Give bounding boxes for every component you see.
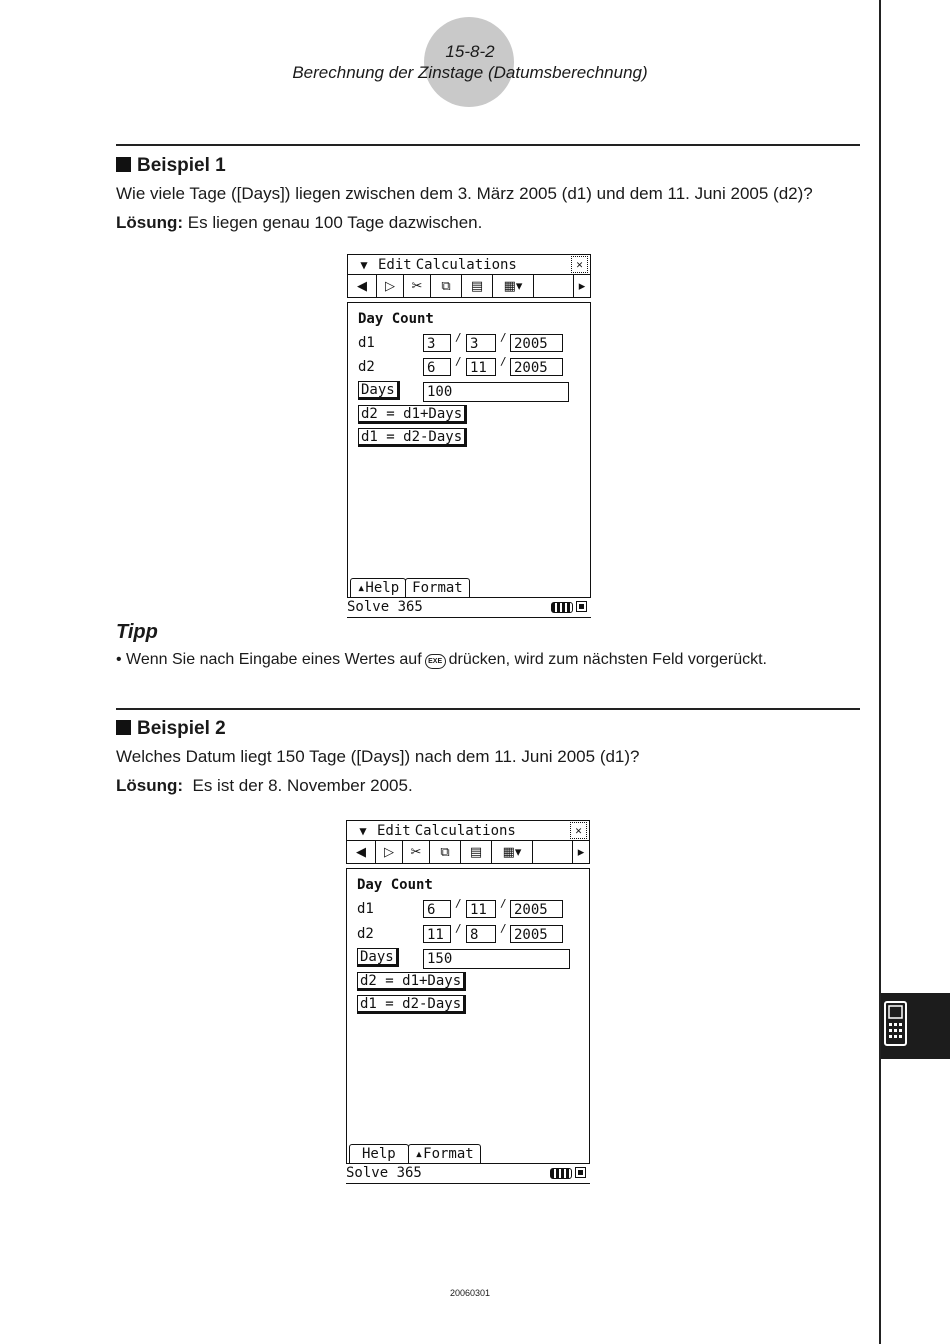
date-separator: / — [500, 897, 507, 910]
example1-heading: Beispiel 1 — [116, 155, 226, 177]
d2-day-field[interactable]: 8 — [466, 925, 496, 943]
days-button[interactable]: Days — [358, 381, 400, 400]
d1-year-field[interactable]: 2005 — [510, 900, 563, 918]
scroll-right-icon[interactable]: ▸ — [578, 278, 586, 294]
d1-day-field[interactable]: 3 — [466, 334, 496, 352]
d1-label: d1 — [357, 901, 374, 917]
menu-bar — [346, 820, 590, 840]
d2-month-field[interactable]: 11 — [423, 925, 451, 943]
section-rule — [116, 144, 860, 146]
example2-solution: Lösung: Es ist der 8. November 2005. — [116, 776, 413, 795]
date-separator: / — [455, 355, 462, 368]
d1-label: d1 — [358, 335, 375, 351]
copy-icon[interactable]: ⧉ — [431, 275, 462, 297]
back-icon[interactable]: ◀ — [348, 275, 377, 297]
example2-heading: Beispiel 2 — [116, 718, 226, 740]
calculator-screen-1 — [347, 254, 591, 618]
d1-day-field[interactable]: 11 — [466, 900, 496, 918]
date-separator: / — [455, 897, 462, 910]
date-separator: / — [500, 355, 507, 368]
d2-year-field[interactable]: 2005 — [510, 358, 563, 376]
tab-help[interactable]: Help — [349, 1144, 409, 1163]
panel-title: Day Count — [357, 877, 433, 893]
date-separator: / — [500, 922, 507, 935]
menu-edit[interactable]: Edit — [377, 822, 411, 839]
paste-icon[interactable]: ▤ — [462, 275, 493, 297]
d2-label: d2 — [358, 359, 375, 375]
panel-title: Day Count — [358, 311, 434, 327]
days-field[interactable]: 100 — [423, 382, 569, 402]
calculator-icon — [881, 993, 950, 1059]
tip-title: Tipp — [116, 621, 158, 643]
page-title: Berechnung der Zinstage (Datumsberechnung) — [292, 63, 648, 82]
menu-chevron-icon[interactable]: ▼ — [360, 257, 368, 272]
date-separator: / — [455, 922, 462, 935]
compute-d2-button[interactable]: d2 = d1+Days — [357, 972, 466, 991]
paste-icon[interactable]: ▤ — [461, 841, 492, 863]
d1-year-field[interactable]: 2005 — [510, 334, 563, 352]
square-bullet-icon — [116, 157, 131, 172]
status-text: Solve 365 — [346, 1165, 422, 1181]
close-icon[interactable]: ✕ — [570, 822, 587, 839]
d2-label: d2 — [357, 926, 374, 942]
example1-solution: Lösung: Es liegen genau 100 Tage dazwischen. — [116, 213, 483, 232]
scroll-right-icon[interactable]: ▸ — [577, 844, 585, 860]
days-field[interactable]: 150 — [423, 949, 570, 969]
toolbar-blank — [534, 275, 574, 297]
bottom-tabs — [349, 1144, 480, 1163]
days-button[interactable]: Days — [357, 948, 399, 967]
exe-key-icon: EXE — [425, 654, 446, 669]
tab-format[interactable]: Format — [405, 578, 470, 597]
page-number-circle — [424, 17, 514, 107]
date-separator: / — [500, 331, 507, 344]
menu-bar — [347, 254, 591, 274]
copy-icon[interactable]: ⧉ — [430, 841, 461, 863]
compute-d1-button[interactable]: d1 = d2-Days — [358, 428, 467, 447]
status-text: Solve 365 — [347, 599, 423, 615]
menu-calculations[interactable]: Calculations — [414, 822, 516, 839]
toolbar-blank — [533, 841, 573, 863]
d1-month-field[interactable]: 6 — [423, 900, 451, 918]
day-count-panel — [346, 868, 590, 1164]
example2-question: Welches Datum liegt 150 Tage ([Days]) nach dem 11. Juni 2005 (d1)? — [116, 747, 640, 766]
section-rule — [116, 708, 860, 710]
d2-month-field[interactable]: 6 — [423, 358, 451, 376]
calculator-screen-2 — [346, 820, 590, 1184]
toolbar — [346, 840, 590, 864]
battery-icon — [550, 1167, 586, 1178]
menu-calculations[interactable]: Calculations — [415, 256, 517, 273]
right-margin-line — [879, 0, 881, 1344]
example1-question: Wie viele Tage ([Days]) liegen zwischen dem 3. März 2005 (d1) und dem 11. Juni 2005 (d2)? — [116, 184, 813, 203]
d2-year-field[interactable]: 2005 — [510, 925, 563, 943]
tab-format[interactable]: ▴Format — [408, 1144, 481, 1163]
status-bar — [347, 598, 591, 618]
close-icon[interactable]: ✕ — [571, 256, 588, 273]
toolbar — [347, 274, 591, 298]
compute-d1-button[interactable]: d1 = d2-Days — [357, 995, 466, 1014]
tip-bullet: • Wenn Sie nach Eingabe eines Wertes auf EXE drücken, wird zum nächsten Feld vorgerückt. — [116, 651, 767, 668]
compute-d2-button[interactable]: d2 = d1+Days — [358, 405, 467, 424]
menu-edit[interactable]: Edit — [378, 256, 412, 273]
cut-icon[interactable]: ✂ — [403, 841, 430, 863]
chapter-tab — [881, 993, 950, 1059]
back-icon[interactable]: ◀ — [347, 841, 376, 863]
menu-chevron-icon[interactable]: ▼ — [359, 823, 367, 838]
keyboard-dropdown-icon[interactable]: ▦▾ — [493, 275, 534, 297]
day-count-panel — [347, 302, 591, 598]
footer-code: 20060301 — [449, 1288, 491, 1298]
battery-icon — [551, 601, 587, 612]
status-bar — [346, 1164, 590, 1184]
square-bullet-icon — [116, 720, 131, 735]
play-icon[interactable]: ▷ — [377, 275, 404, 297]
tab-help[interactable]: ▴Help — [350, 578, 406, 597]
keyboard-dropdown-icon[interactable]: ▦▾ — [492, 841, 533, 863]
date-separator: / — [455, 331, 462, 344]
cut-icon[interactable]: ✂ — [404, 275, 431, 297]
page-number: 15-8-2 — [445, 42, 495, 61]
play-icon[interactable]: ▷ — [376, 841, 403, 863]
d2-day-field[interactable]: 11 — [466, 358, 496, 376]
bottom-tabs — [350, 578, 469, 597]
d1-month-field[interactable]: 3 — [423, 334, 451, 352]
